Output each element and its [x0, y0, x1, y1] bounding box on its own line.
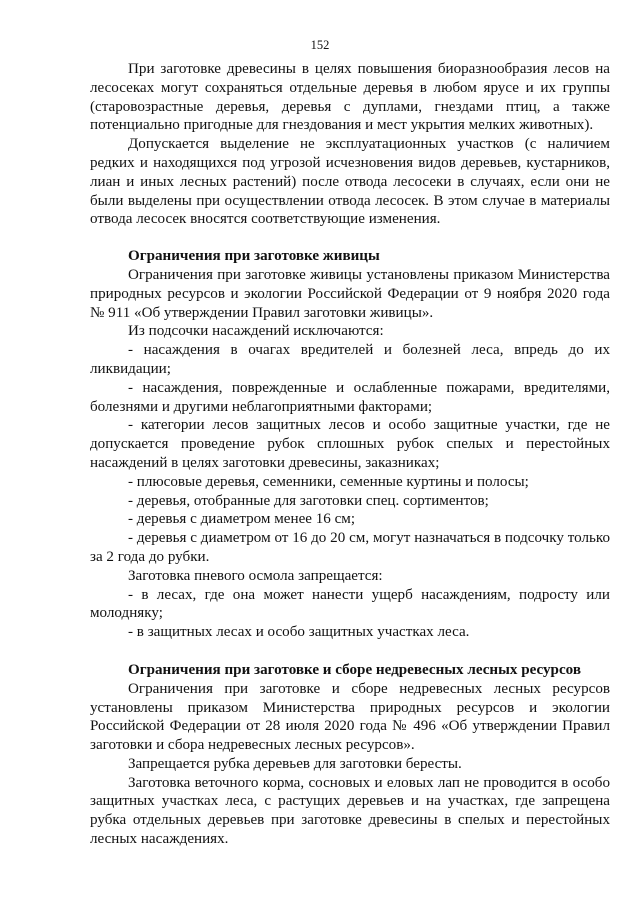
- stump-resin-item: - в защитных лесах и особо защитных участках леса.: [128, 624, 470, 641]
- stump-resin-item: - в лесах, где она может нанести ущерб насаждениям, подросту или молодняку;: [90, 586, 610, 622]
- page-number: 152: [310, 38, 330, 52]
- birch-bark-paragraph: Запрещается рубка деревьев для заготовки бересты.: [128, 755, 462, 772]
- heading-resin-restrictions: Ограничения при заготовке живицы: [128, 248, 380, 265]
- resin-excluded-item: - категории лесов защитных лесов и особо защитные участки, где не допускается проведение рубок сплошных рубок спелых и перестойных насаждений в целях заготовки древесины, заказниках;: [90, 417, 610, 471]
- resin-excluded-item: - деревья с диаметром менее 16 см;: [128, 511, 356, 528]
- resin-excluded-item: - деревья, отобранные для заготовки спец. сортиментов;: [128, 492, 489, 509]
- heading-non-timber-restrictions: Ограничения при заготовке и сборе недревесных лесных ресурсов: [128, 661, 581, 678]
- resin-excluded-item: - насаждения в очагах вредителей и болезней леса, впредь до их ликвидации;: [90, 342, 610, 377]
- non-timber-intro-paragraph: Ограничения при заготовке и сборе недревесных лесных ресурсов установлены приказом Министерства природных ресурсов и экологии Российской Федерации от 28 июля 2020 года № 496 «Об утверждении Правил заготовки и сбора недревесных лесных ресурсов».: [90, 680, 610, 754]
- resin-excluded-item: - насаждения, поврежденные и ослабленные пожарами, вредителями, болезнями и другими неблагоприятными факторами;: [90, 379, 610, 415]
- branch-fodder-paragraph: Заготовка веточного корма, сосновых и еловых лап не проводится в особо защитных участках леса, с растущих деревьев и на участках, где запрещена рубка отдельных деревьев при заготовке древесины в спелых и перестойных лесных насаждениях.: [90, 774, 610, 848]
- resin-excluded-item: - плюсовые деревья, семенники, семенные куртины и полосы;: [128, 473, 529, 490]
- paragraph-non-exploitation-plots: Допускается выделение не эксплуатационных участков (с наличием редких и находящихся под угрозой исчезновения видов деревьев, кустарников, лиан и иных лесных растений) после отвода лесосеки в случаях, если они не были выделены при осуществлении отвода лесосек. В этом случае в материалы отвода лесосек вносятся соответствующие изменения.: [90, 136, 610, 228]
- resin-excluded-item: - деревья с диаметром от 16 до 20 см, могут назначаться в подсочку только за 2 года до рубки.: [90, 530, 610, 565]
- stump-resin-lead: Заготовка пневого осмола запрещается:: [128, 567, 383, 584]
- page-body: [90, 60, 610, 849]
- paragraph-biodiversity: При заготовке древесины в целях повышения биоразнообразия лесов на лесосеках могут сохраняться отдельные деревья в любом ярусе и их группы (старовозрастные деревья, деревья с дуплами, гнездами птиц, а также потенциально пригодные для гнездования и мест укрытия мелких животных).: [90, 61, 610, 134]
- resin-excluded-lead: Из подсочки насаждений исключаются:: [128, 323, 384, 340]
- resin-intro-paragraph: Ограничения при заготовке живицы установлены приказом Министерства природных ресурсов и экологии Российской Федерации от 9 ноября 2020 года № 911 «Об утверждении Правил заготовки живицы».: [90, 266, 610, 321]
